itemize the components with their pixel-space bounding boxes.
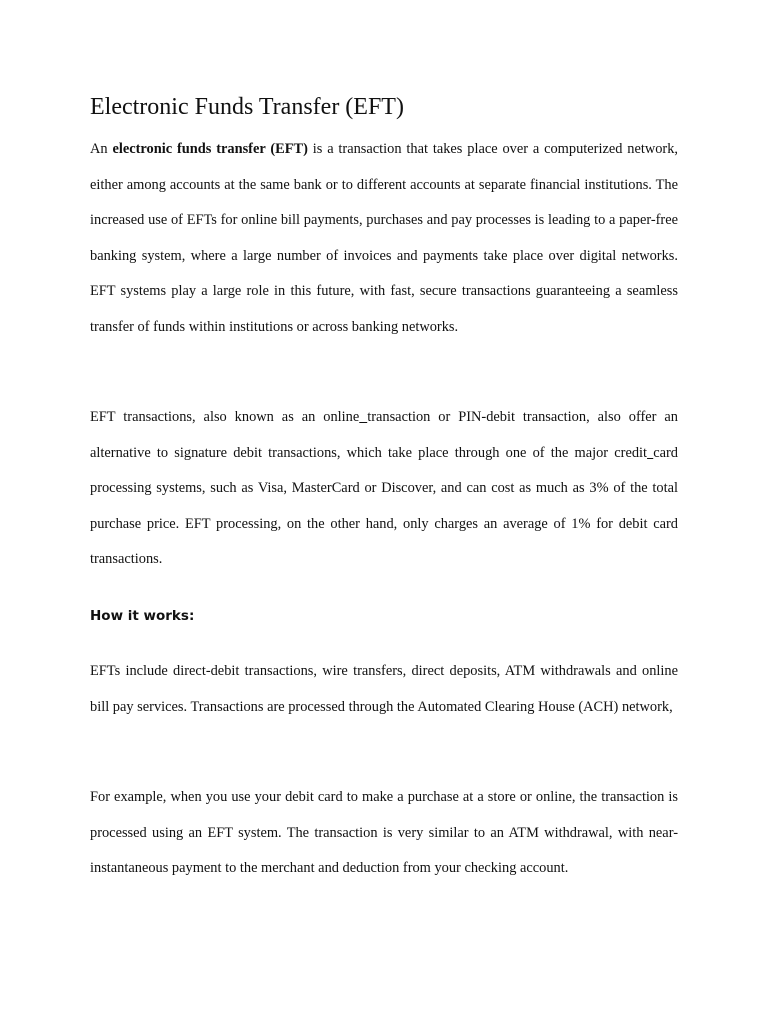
paragraph-part: transaction or PIN-debit transaction, also offer an alternative to signature debit transactions, which take place through one of the major credit [90, 409, 678, 461]
paragraph-definition [90, 132, 678, 346]
section-heading: How it works: [90, 608, 195, 624]
paragraph-lead: An [90, 141, 113, 157]
bold-term: electronic funds transfer (EFT) [112, 141, 308, 157]
paragraph-example: For example, when you use your debit card to make a purchase at a store or online, the transaction is processed using an EFT system. The transaction is very similar to an ATM withdrawal, with near-instantaneous payment to the merchant and deduction from your checking account. [90, 789, 678, 877]
paragraph-part: EFT transactions, also known as an online [90, 409, 360, 425]
paragraph-part: card processing systems, such as Visa, MasterCard or Discover, and can cost as much as 3% of the total purchase price. EFT processing, on the other hand, only charges an average of 1% for debit card transactions. [90, 444, 678, 568]
online-transaction-link[interactable] [359, 409, 367, 425]
paragraph-rest: is a transaction that takes place over a computerized network, either among accounts at the same bank or to different accounts at separate financial institutions. The increased use of EFTs for online bill payments, purchases and pay processes is leading to a paper-free banking system, where a large number of invoices and payments take place over digital networks. EFT systems play a large role in this future, with fast, secure transactions guaranteeing a seamless transfer of funds within institutions or across banking networks. [90, 141, 679, 335]
document-title: Electronic Funds Transfer (EFT) [90, 94, 404, 120]
paragraph-how-it-works: EFTs include direct-debit transactions, wire transfers, direct deposits, ATM withdrawals and online bill pay services. Transactions are processed through the Automated Clearing House (ACH) network, [90, 663, 678, 715]
paragraph-eft-transactions [90, 400, 678, 578]
